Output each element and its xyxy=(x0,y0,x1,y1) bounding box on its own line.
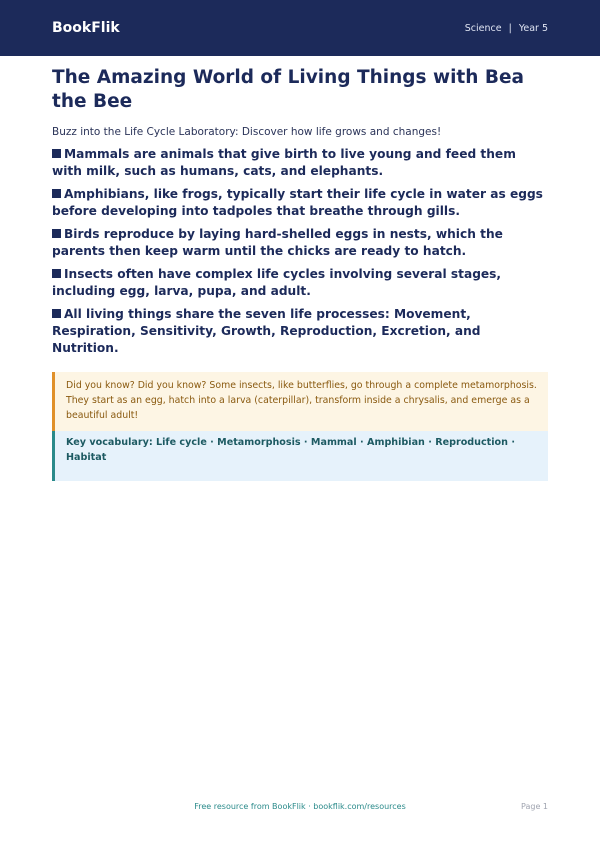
page-footer xyxy=(0,802,600,814)
fact-item xyxy=(52,266,548,300)
page-header xyxy=(0,0,600,56)
key-vocabulary-box: Key vocabulary: Life cycle · Metamorphosis · Mammal · Amphibian · Reproduction · Habitat xyxy=(52,431,548,481)
fact-text: All living things share the seven life processes: Movement, Respiration, Sensitivity, Growth, Reproduction, Excretion, and Nutrition. xyxy=(52,307,481,356)
did-you-know-callout: Did you know? Did you know? Some insects, like butterflies, go through a complete metamorphosis. They start as an egg, hatch into a larva (caterpillar), transform inside a chrysalis, and emerge as a beautiful adult! xyxy=(52,372,548,431)
fact-item xyxy=(52,226,548,260)
fact-item xyxy=(52,186,548,220)
header-meta xyxy=(465,23,548,34)
page-subtitle: Buzz into the Life Cycle Laboratory: Discover how life grows and changes! xyxy=(52,126,442,139)
footer-link[interactable]: Free resource from BookFlik · bookflik.com/resources xyxy=(194,802,406,811)
fact-item xyxy=(52,306,548,357)
brand-logo[interactable]: BookFlik xyxy=(52,20,120,36)
square-bullet-icon xyxy=(52,269,61,278)
year-label: Year 5 xyxy=(518,22,548,34)
square-bullet-icon xyxy=(52,229,61,238)
page-title: The Amazing World of Living Things with Bea the Bee xyxy=(52,67,525,113)
page-number: Page 1 xyxy=(521,802,548,811)
square-bullet-icon xyxy=(52,149,61,158)
meta-separator: | xyxy=(508,22,512,34)
square-bullet-icon xyxy=(52,309,61,318)
fact-text: Insects often have complex life cycles involving several stages, including egg, larva, pupa, and adult. xyxy=(52,267,502,299)
main-content xyxy=(0,66,600,481)
fact-item xyxy=(52,146,548,180)
fact-text: Mammals are animals that give birth to live young and feed them with milk, such as humans, cats, and elephants. xyxy=(52,147,516,179)
facts-list xyxy=(52,146,548,357)
subject-label: Science xyxy=(464,22,502,34)
fact-text: Amphibians, like frogs, typically start their life cycle in water as eggs before developing into tadpoles that breathe through gills. xyxy=(52,187,543,219)
fact-text: Birds reproduce by laying hard-shelled eggs in nests, which the parents then keep warm until the chicks are ready to hatch. xyxy=(52,227,503,259)
square-bullet-icon xyxy=(52,189,61,198)
